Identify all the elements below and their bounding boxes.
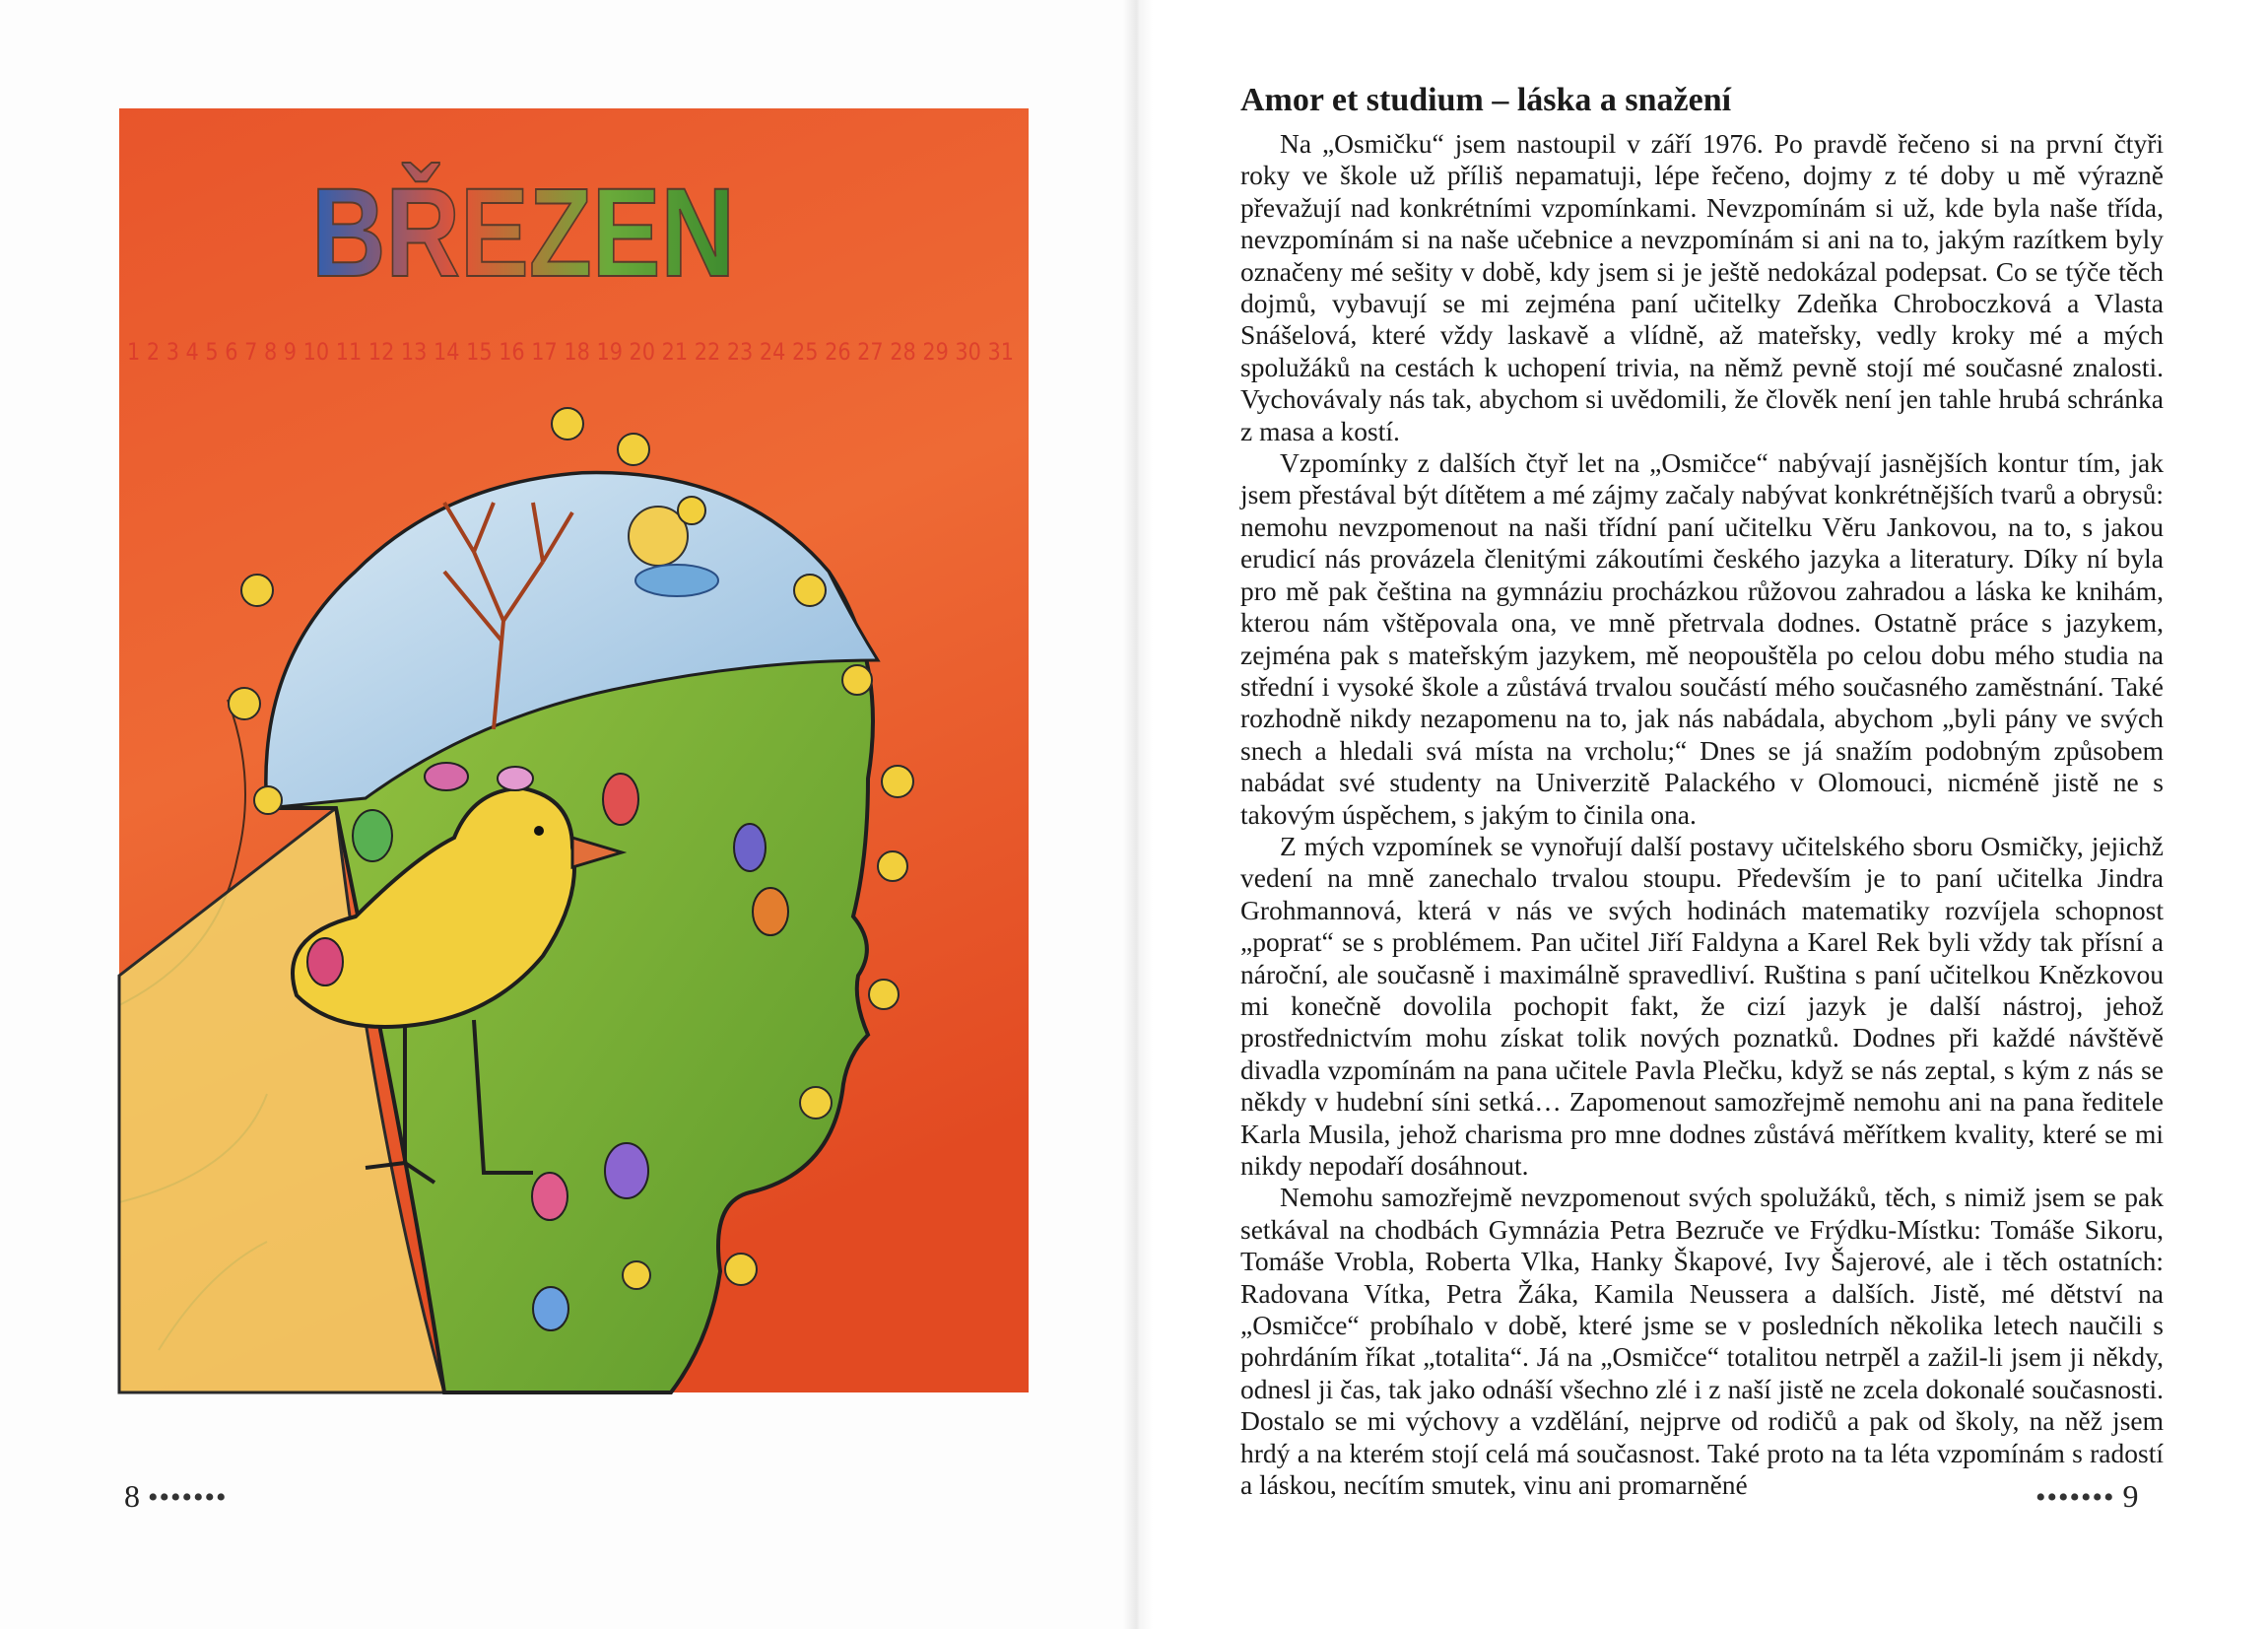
book-gutter — [1123, 0, 1153, 1629]
article-heading: Amor et studium – láska a snažení — [1240, 82, 1732, 118]
article-paragraph: Vzpomínky z dalších čtyř let na „Osmičce“ nabývají jasnějších kontur tím, jak jsem přestával být dítětem a mé zájmy začaly nabývat konkrétnějších tvarů a obrysů: nemohu nevzpomenout na naši třídní paní učitelku Věru Jankovou, na to, s jakou erudicí nás provázela členitými zákoutími českého jazyka a literatury. Díky ní byla pro mě pak čeština na gymnáziu procházkou růžovou zahradou a láska ke knihám, kterou nám vštěpovala ona, ve mně přetrvala dodnes. Ostatně práce s jazykem, zejména pak s mateřským jazykem, mě neopouštěla po celou dobu mého studia na střední i vysoké škole a zůstává trvalou součástí mého současného zaměstnání. Také rozhodně nikdy nezapomenu na to, jak nás nabádala, abychom „byli pány ve svých snech a hledali svá místa na vrcholu;“ Dnes se já snažím podobným způsobem nabádat své studenty na Univerzitě Palackého v Olomouci, nicméně jistě ne s takovým úspěchem, s jakým to činila ona. — [1240, 447, 2164, 830]
article-paragraph: Nemohu samozřejmě nevzpomenout svých spolužáků, těch, s nimiž jsem se pak setkával na chodbách Gymnázia Petra Bezruče ve Frýdku-Místku: Tomáše Sikoru, Tomáše Vrobla, Roberta Vlka, Hanky Škapové, Ivy Šajerové, ale i těch ostatních: Radovana Vítka, Petra Žáka, Kamila Neussera a dalších. Jistě, mé dětství na „Osmičce“ probíhalo v době, které jsme se v posledních několika letech naučili s pohrdáním říkat „totalita“. Já na „Osmičce“ totalitou netrpěl a zažil-li jsem ji někdy, odnesl ji čas, tak jako odnáší všechno zlé i z naší jistě ne zcela dokonalé současnosti. Dostalo se mi výchovy a vzdělání, nejprve od rodičů a pak od školy, na něž jsem hrdý a na kterém stojí celá má současnost. Také proto na ta léta vzpomínám s radostí a láskou, necítím smutek, vinu ani promarněné — [1240, 1182, 2164, 1501]
march-illustration — [119, 108, 1029, 1392]
cloud — [635, 565, 718, 596]
left-page-number-value: 8 — [124, 1478, 140, 1514]
article-paragraph: Z mých vzpomínek se vynořují další postavy učitelského sboru Osmičky, jejichž vedení na mně zanechalo trvalou stoupu. Především je to paní učitelka Jindra Grohmannová, která v nás ve svých hodinách matematiky rozvíjela schopnost „poprat“ se s problémem. Pan učitel Jiří Faldyna a Karel Rek byli vždy tak přísní a nároční, ale současně i maximálně spravedliví. Ruština s paní učitelkou Knězkovou mi konečně dovolila pochopit fakt, že cizí jazyk je další nástroj, jehož prostřednictvím mohu získat tolik nových poznatků. Dodnes při každé návštěvě divadla vzpomínám na pana učitele Pavla Plečku, když se nás zeptal, s kým z nás se někdy v hudební síni setká… Zapomenout samozřejmě nemohu ani na pana ředitele Karla Musila, jehož charisma pro mne dodnes zůstává měřítkem kvality, které se mi nikdy nepodaří dosáhnout. — [1240, 830, 2164, 1181]
article-paragraph: Na „Osmičku“ jsem nastoupil v září 1976. Po pravdě řečeno si na první čtyři roky ve škole už příliš nepamatuji, lépe řečeno, dojmy z té doby u mě výrazně převažují nad konkrétními vzpomínkami. Nevzpomínám si už, kde byla naše třída, nevzpomínám si na naše učebnice a nevzpomínám si ani na to, jakým razítkem byly označeny mé sešity v době, kdy jsem si je ještě nedokázal podepsat. Co se týče těch dojmů, vybavují se mi zejména paní učitelky Zdeňka Chroboczková a Vlasta Snášelová, které vždy laskavě a vlídně, až mateřsky, vedly kroky mé a mých spolužáků na cestách k uchopení trivia, na němž pevně stojí mé současné znalosti. Vychovávaly nás tak, abychom si uvědomili, že člověk není jen tahle hrubá schránka z masa a kostí. — [1240, 128, 2164, 446]
left-page-dots: ••••••• — [148, 1481, 228, 1514]
right-page-number-value: 9 — [2122, 1478, 2139, 1514]
article — [1240, 79, 2164, 1501]
illustration-title: BŘEZEN — [311, 163, 831, 304]
right-page-dots: ••••••• — [2035, 1481, 2115, 1514]
left-page — [0, 0, 1131, 1629]
calendar-days: 1 2 3 4 5 6 7 8 9 10 11 12 13 14 15 16 17 18 19 20 21 22 23 24 25 26 27 28 29 30 31 — [127, 338, 1014, 366]
right-page-number — [2035, 1478, 2139, 1515]
left-page-number — [124, 1478, 228, 1515]
